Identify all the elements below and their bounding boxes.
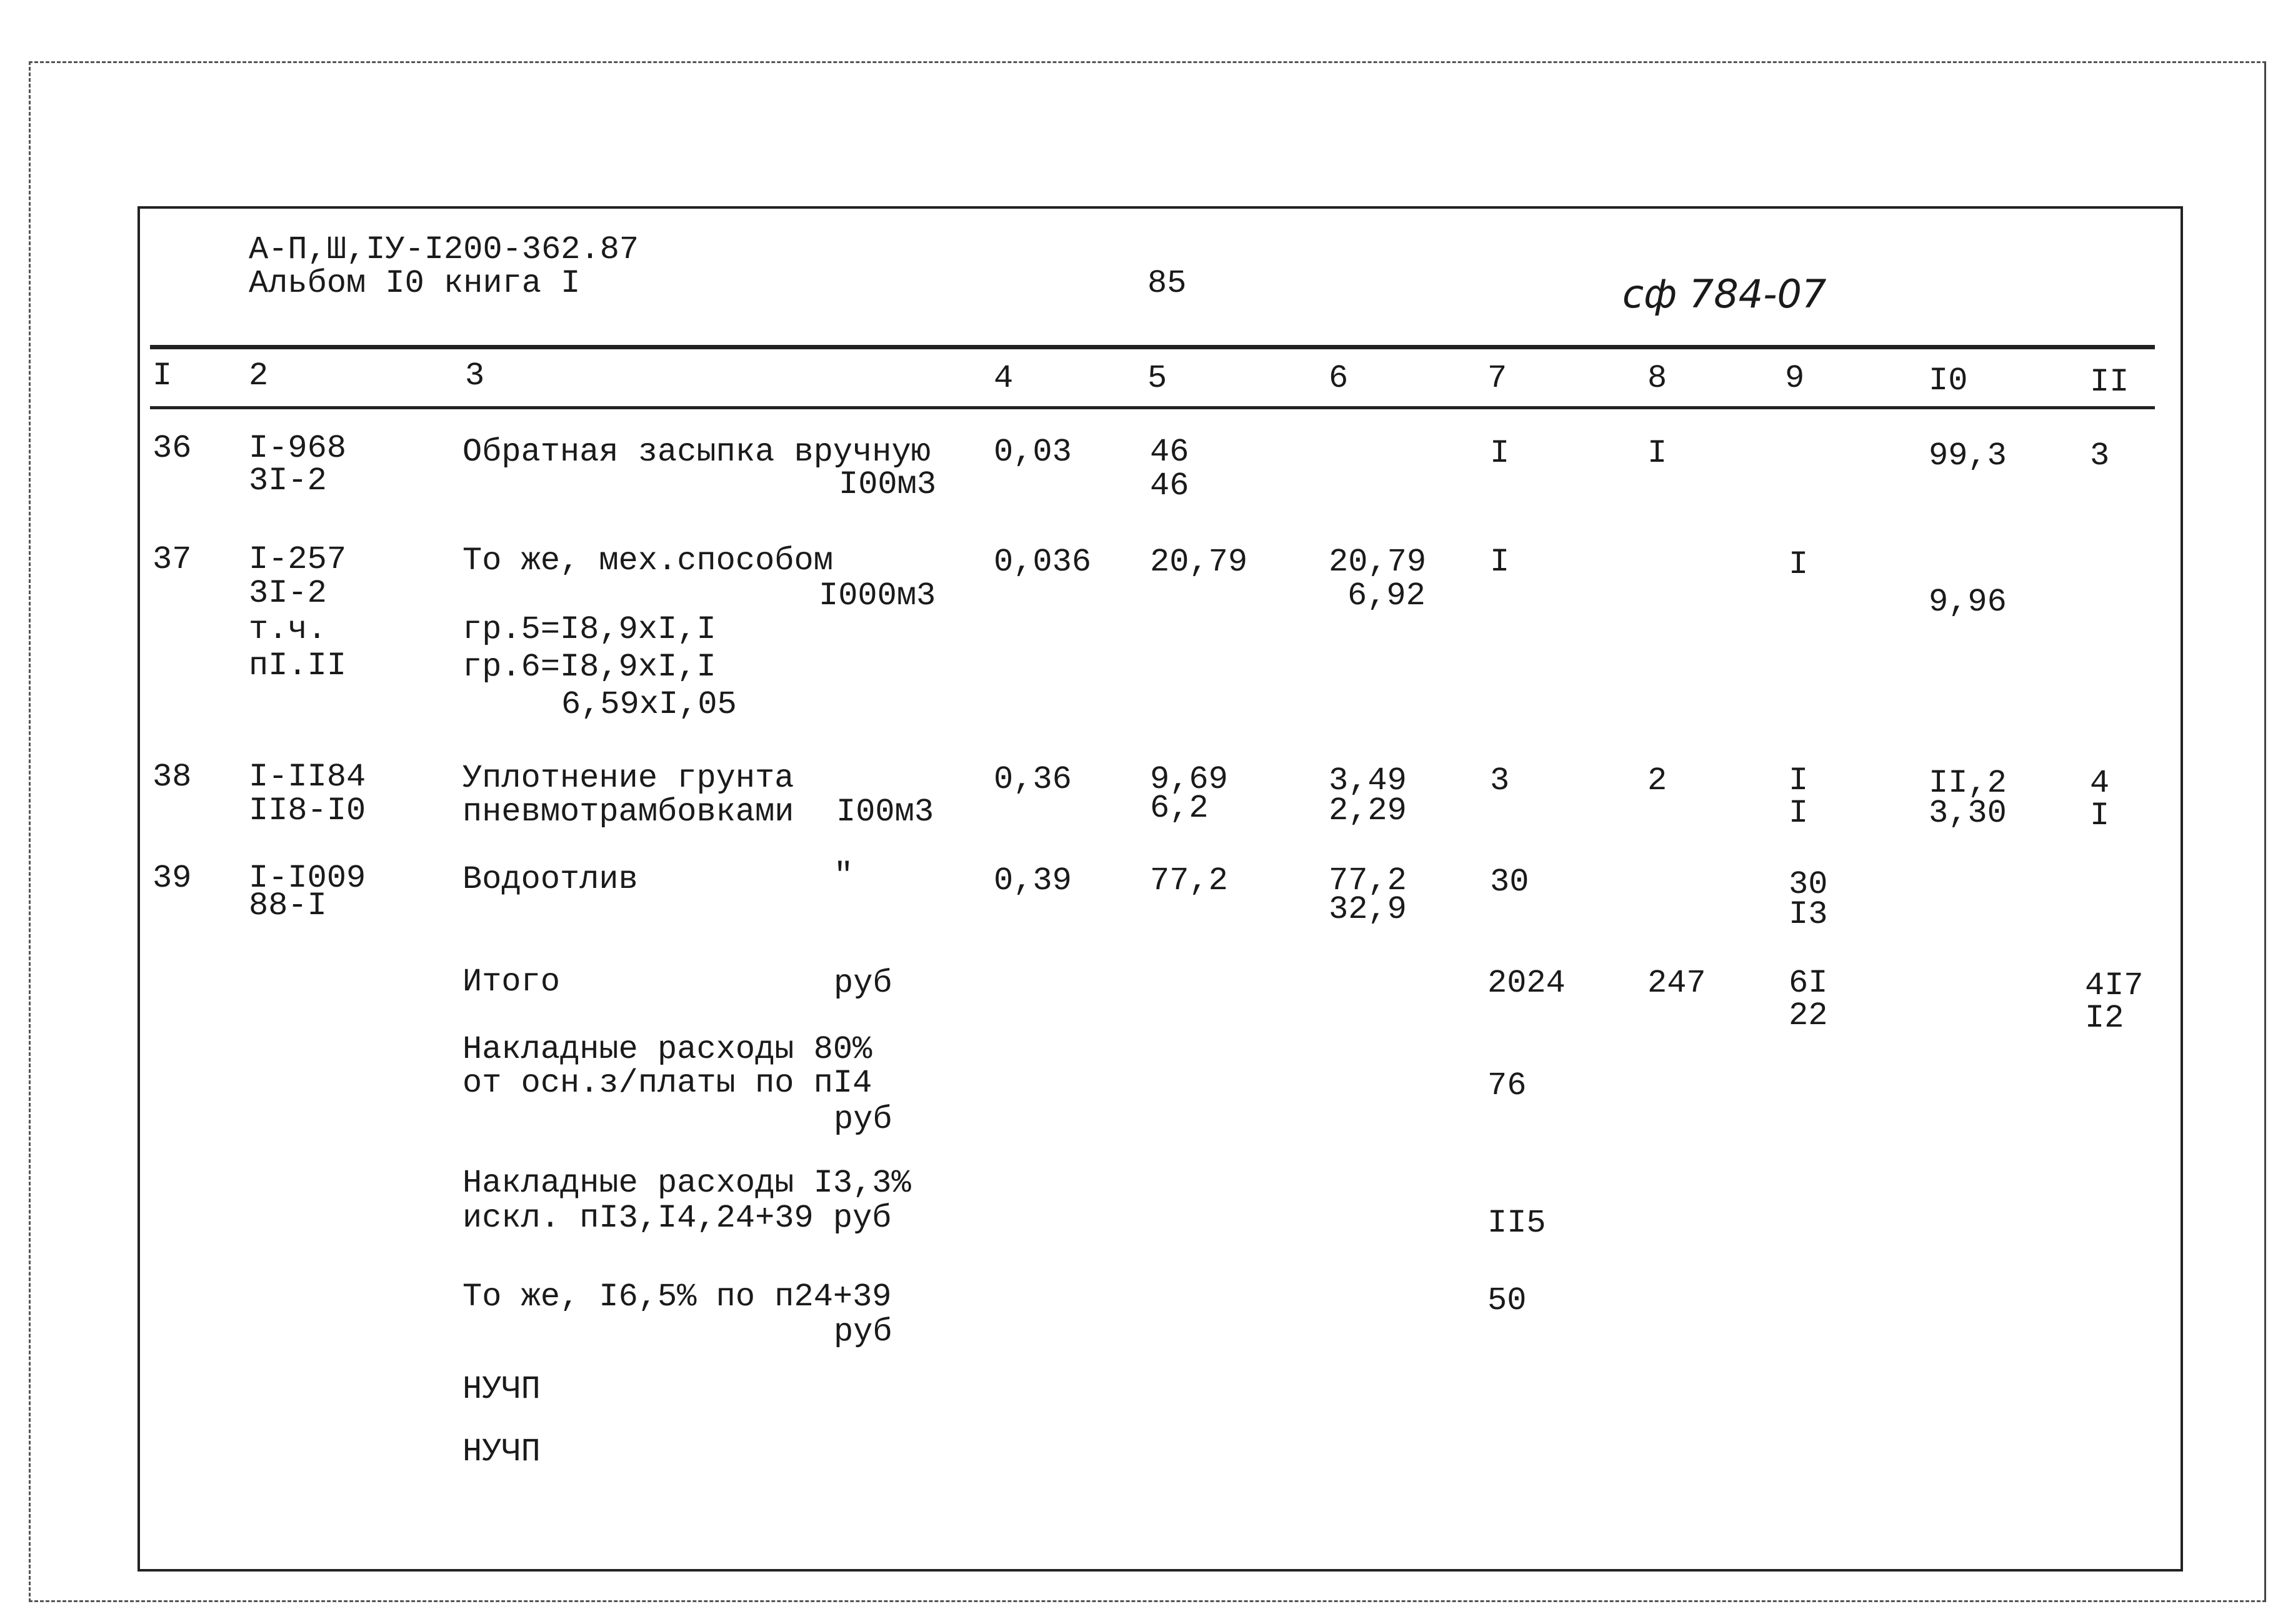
cell-c9: I3: [1789, 896, 1828, 933]
itogo-c11: 4I7: [2085, 967, 2144, 1004]
cell-c6: 3,49: [1329, 762, 1407, 799]
col-header-1: I: [152, 357, 172, 394]
cell-c11: 4: [2090, 765, 2110, 802]
norm-code: I-968: [249, 430, 347, 467]
page-number: 85: [1147, 265, 1187, 302]
cell-c5: 20,79: [1150, 544, 1248, 580]
itogo-c8: 247: [1647, 965, 1706, 1002]
cell-c6: 77,2: [1329, 862, 1407, 899]
cell-c5: 46: [1150, 467, 1189, 504]
nuchp-label: НУЧП: [462, 1371, 541, 1408]
work-description: Водоотлив: [462, 861, 638, 898]
row-number: 37: [152, 541, 192, 578]
header-rule-top: [150, 345, 2155, 349]
col-header-3: 3: [465, 357, 485, 394]
overhead-c7: 50: [1487, 1282, 1527, 1319]
cell-c10: 9,96: [1929, 584, 2007, 620]
norm-code: I-II84: [249, 759, 366, 795]
calc-note: 6,59хI,05: [561, 686, 737, 723]
norm-code: пI.II: [249, 647, 347, 684]
work-description: пневмотрамбовками: [462, 794, 794, 830]
cell-c6: 6,92: [1347, 577, 1426, 614]
cell-c10: 99,3: [1929, 437, 2007, 474]
cell-c9: 30: [1789, 866, 1828, 903]
cell-c6: 32,9: [1329, 891, 1407, 928]
doc-code: А-П,Ш,IУ-I200-362.87: [249, 231, 639, 268]
itogo-c11: I2: [2085, 1000, 2124, 1037]
itogo-c7: 2024: [1487, 965, 1566, 1002]
itogo-c9: 6I: [1789, 965, 1828, 1002]
cell-c6: 2,29: [1329, 792, 1407, 829]
calc-note: гр.5=I8,9хI,I: [462, 611, 716, 648]
unit: I00м3: [836, 794, 934, 830]
col-header-8: 8: [1647, 360, 1667, 397]
itogo-unit: руб: [834, 965, 892, 1002]
row-number: 36: [152, 430, 192, 467]
unit: I00м3: [839, 466, 937, 503]
overhead-line: от осн.з/платы по пI4: [462, 1065, 872, 1102]
overhead-unit: руб: [834, 1313, 892, 1350]
cell-c7: 30: [1490, 864, 1529, 900]
calc-note: гр.6=I8,9хI,I: [462, 649, 716, 685]
itogo-label: Итого: [462, 964, 561, 1000]
norm-code: 3I-2: [249, 575, 327, 612]
itogo-c9: 22: [1789, 997, 1828, 1034]
cell-c4: 0,036: [994, 544, 1092, 580]
cell-c4: 0,36: [994, 761, 1072, 798]
col-header-6: 6: [1329, 360, 1349, 397]
cell-c8: I: [1647, 435, 1667, 472]
col-header-5: 5: [1147, 360, 1167, 397]
cell-c9: I: [1789, 795, 1809, 832]
col-header-7: 7: [1487, 360, 1507, 397]
unit: I000м3: [819, 577, 936, 614]
overhead-c7: II5: [1487, 1205, 1546, 1242]
work-description: То же, мех.способом: [462, 542, 833, 579]
work-description: Уплотнение грунта: [462, 760, 794, 797]
cell-c9: I: [1789, 762, 1809, 799]
col-header-11: II: [2090, 364, 2129, 401]
overhead-line: Накладные расходы I3,3%: [462, 1165, 911, 1202]
overhead-c7: 76: [1487, 1067, 1527, 1104]
cell-c8: 2: [1647, 762, 1667, 799]
cell-c6: 20,79: [1329, 544, 1427, 580]
cell-c5: 9,69: [1150, 761, 1228, 798]
row-number: 38: [152, 759, 192, 795]
norm-code: 88-I: [249, 887, 327, 924]
handwritten-stamp: сф 784-07: [1622, 271, 1827, 317]
cell-c5: 6,2: [1150, 790, 1209, 827]
cell-c10: II,2: [1929, 765, 2007, 802]
cell-c11: I: [2090, 797, 2110, 834]
row-number: 39: [152, 860, 192, 897]
col-header-9: 9: [1785, 360, 1805, 397]
col-header-2: 2: [249, 357, 269, 394]
col-header-4: 4: [994, 360, 1014, 397]
cell-c4: 0,39: [994, 862, 1072, 899]
cell-c9: I: [1789, 546, 1809, 583]
overhead-line: То же, I6,5% по п24+39: [462, 1278, 892, 1315]
overhead-line: искл. пI3,I4,24+39 руб: [462, 1200, 892, 1237]
cell-c5: 77,2: [1150, 862, 1228, 899]
cell-c5: 46: [1150, 434, 1189, 471]
work-description: Обратная засыпка вручную: [462, 434, 931, 471]
cell-c4: 0,03: [994, 434, 1072, 471]
norm-code: I-257: [249, 541, 347, 578]
norm-code: II8-I0: [249, 792, 366, 829]
cell-c7: 3: [1490, 762, 1510, 799]
nuchp-label: НУЧП: [462, 1433, 541, 1470]
header-rule-bottom: [150, 406, 2155, 409]
overhead-line: Накладные расходы 80%: [462, 1031, 872, 1068]
album-title: Альбом I0 книга I: [249, 265, 581, 302]
norm-code: т.ч.: [249, 611, 327, 648]
norm-code: I-I009: [249, 860, 366, 897]
norm-code: 3I-2: [249, 462, 327, 499]
ditto-mark: ": [834, 857, 854, 894]
cell-c10: 3,30: [1929, 795, 2007, 832]
cell-c7: I: [1490, 435, 1510, 472]
cell-c7: I: [1490, 544, 1510, 580]
col-header-10: I0: [1929, 362, 1968, 399]
cell-c11: 3: [2090, 437, 2110, 474]
overhead-unit: руб: [834, 1101, 892, 1138]
